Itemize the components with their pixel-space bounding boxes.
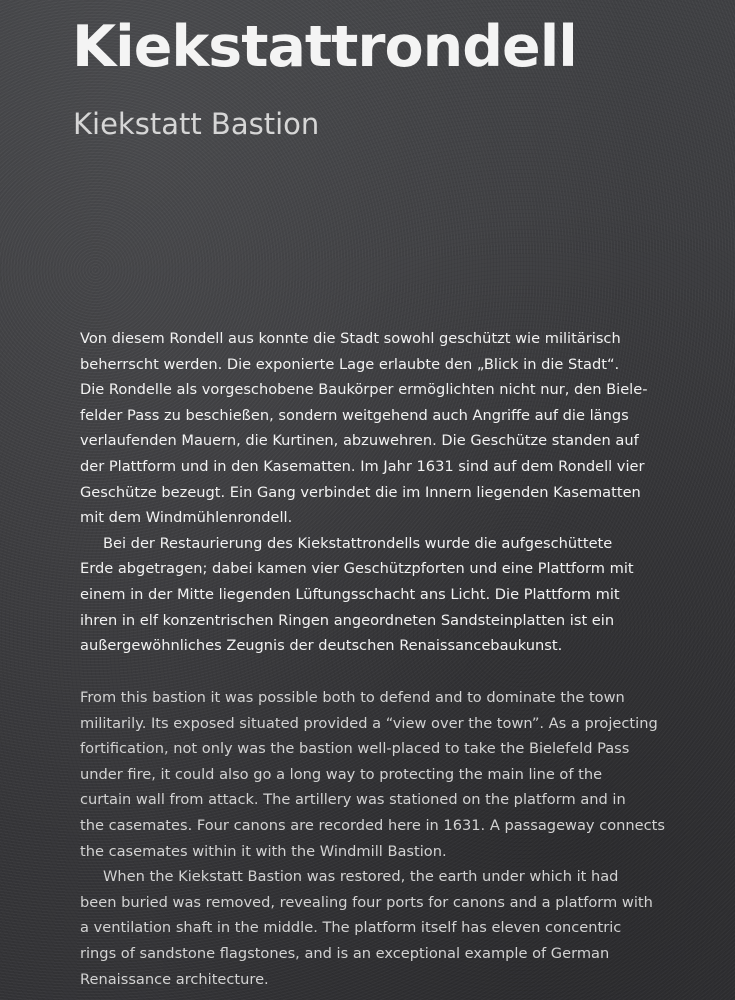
german-line: Die Rondelle als vorgeschobene Baukörper ermöglichten nicht nur, den Biele- — [80, 381, 648, 399]
english-line: militarily. Its exposed situated provided a “view over the town”. As a projecting — [80, 714, 658, 732]
english-line: the casemates. Four canons are recorded here in 1631. A passageway connects — [80, 816, 665, 834]
english-line: been buried was removed, revealing four ports for canons and a platform with — [80, 893, 653, 911]
english-line: fortification, not only was the bastion well-placed to take the Bielefeld Pass — [80, 740, 630, 758]
german-line: außergewöhnliches Zeugnis der deutschen Renaissancebaukunst. — [80, 637, 563, 655]
english-text — [80, 685, 710, 992]
english-line: curtain wall from attack. The artillery was stationed on the platform and in — [80, 791, 626, 809]
plaque-subtitle: Kiekstatt Bastion — [73, 107, 320, 141]
german-line: verlaufenden Mauern, die Kurtinen, abzuwehren. Die Geschütze standen auf — [80, 432, 639, 450]
german-line: felder Pass zu beschießen, sondern weitgehend auch Angriffe auf die längs — [80, 406, 629, 424]
german-line: der Plattform und in den Kasematten. Im Jahr 1631 sind auf dem Rondell vier — [80, 457, 645, 475]
german-text — [80, 326, 710, 659]
german-line: ihren in elf konzentrischen Ringen angeordneten Sandsteinplatten ist ein — [80, 611, 615, 629]
german-line: beherrscht werden. Die exponierte Lage erlaubte den „Blick in die Stadt“. — [80, 355, 620, 373]
english-line: When the Kiekstatt Bastion was restored, the earth under which it had — [103, 868, 619, 886]
english-line: rings of sandstone flagstones, and is an exceptional example of German — [80, 944, 610, 962]
german-line: Von diesem Rondell aus konnte die Stadt sowohl geschützt wie militärisch — [80, 330, 621, 347]
plaque-title: Kiekstattrondell — [72, 14, 577, 80]
german-line: Bei der Restaurierung des Kiekstattrondells wurde die aufgeschüttete — [103, 534, 613, 552]
german-line: Geschütze bezeugt. Ein Gang verbindet die im Innern liegenden Kasematten — [80, 483, 641, 501]
english-line: under fire, it could also go a long way to protecting the main line of the — [80, 765, 603, 783]
english-line: Renaissance architecture. — [80, 970, 269, 988]
english-line: the casemates within it with the Windmill Bastion. — [80, 842, 447, 860]
german-line: mit dem Windmühlenrondell. — [80, 509, 293, 527]
english-line: a ventilation shaft in the middle. The platform itself has eleven concentric — [80, 919, 622, 937]
german-line: Erde abgetragen; dabei kamen vier Geschützpforten und eine Plattform mit — [80, 560, 634, 578]
english-line: From this bastion it was possible both to defend and to dominate the town — [80, 689, 625, 706]
german-line: einem in der Mitte liegenden Lüftungsschacht ans Licht. Die Plattform mit — [80, 585, 620, 603]
